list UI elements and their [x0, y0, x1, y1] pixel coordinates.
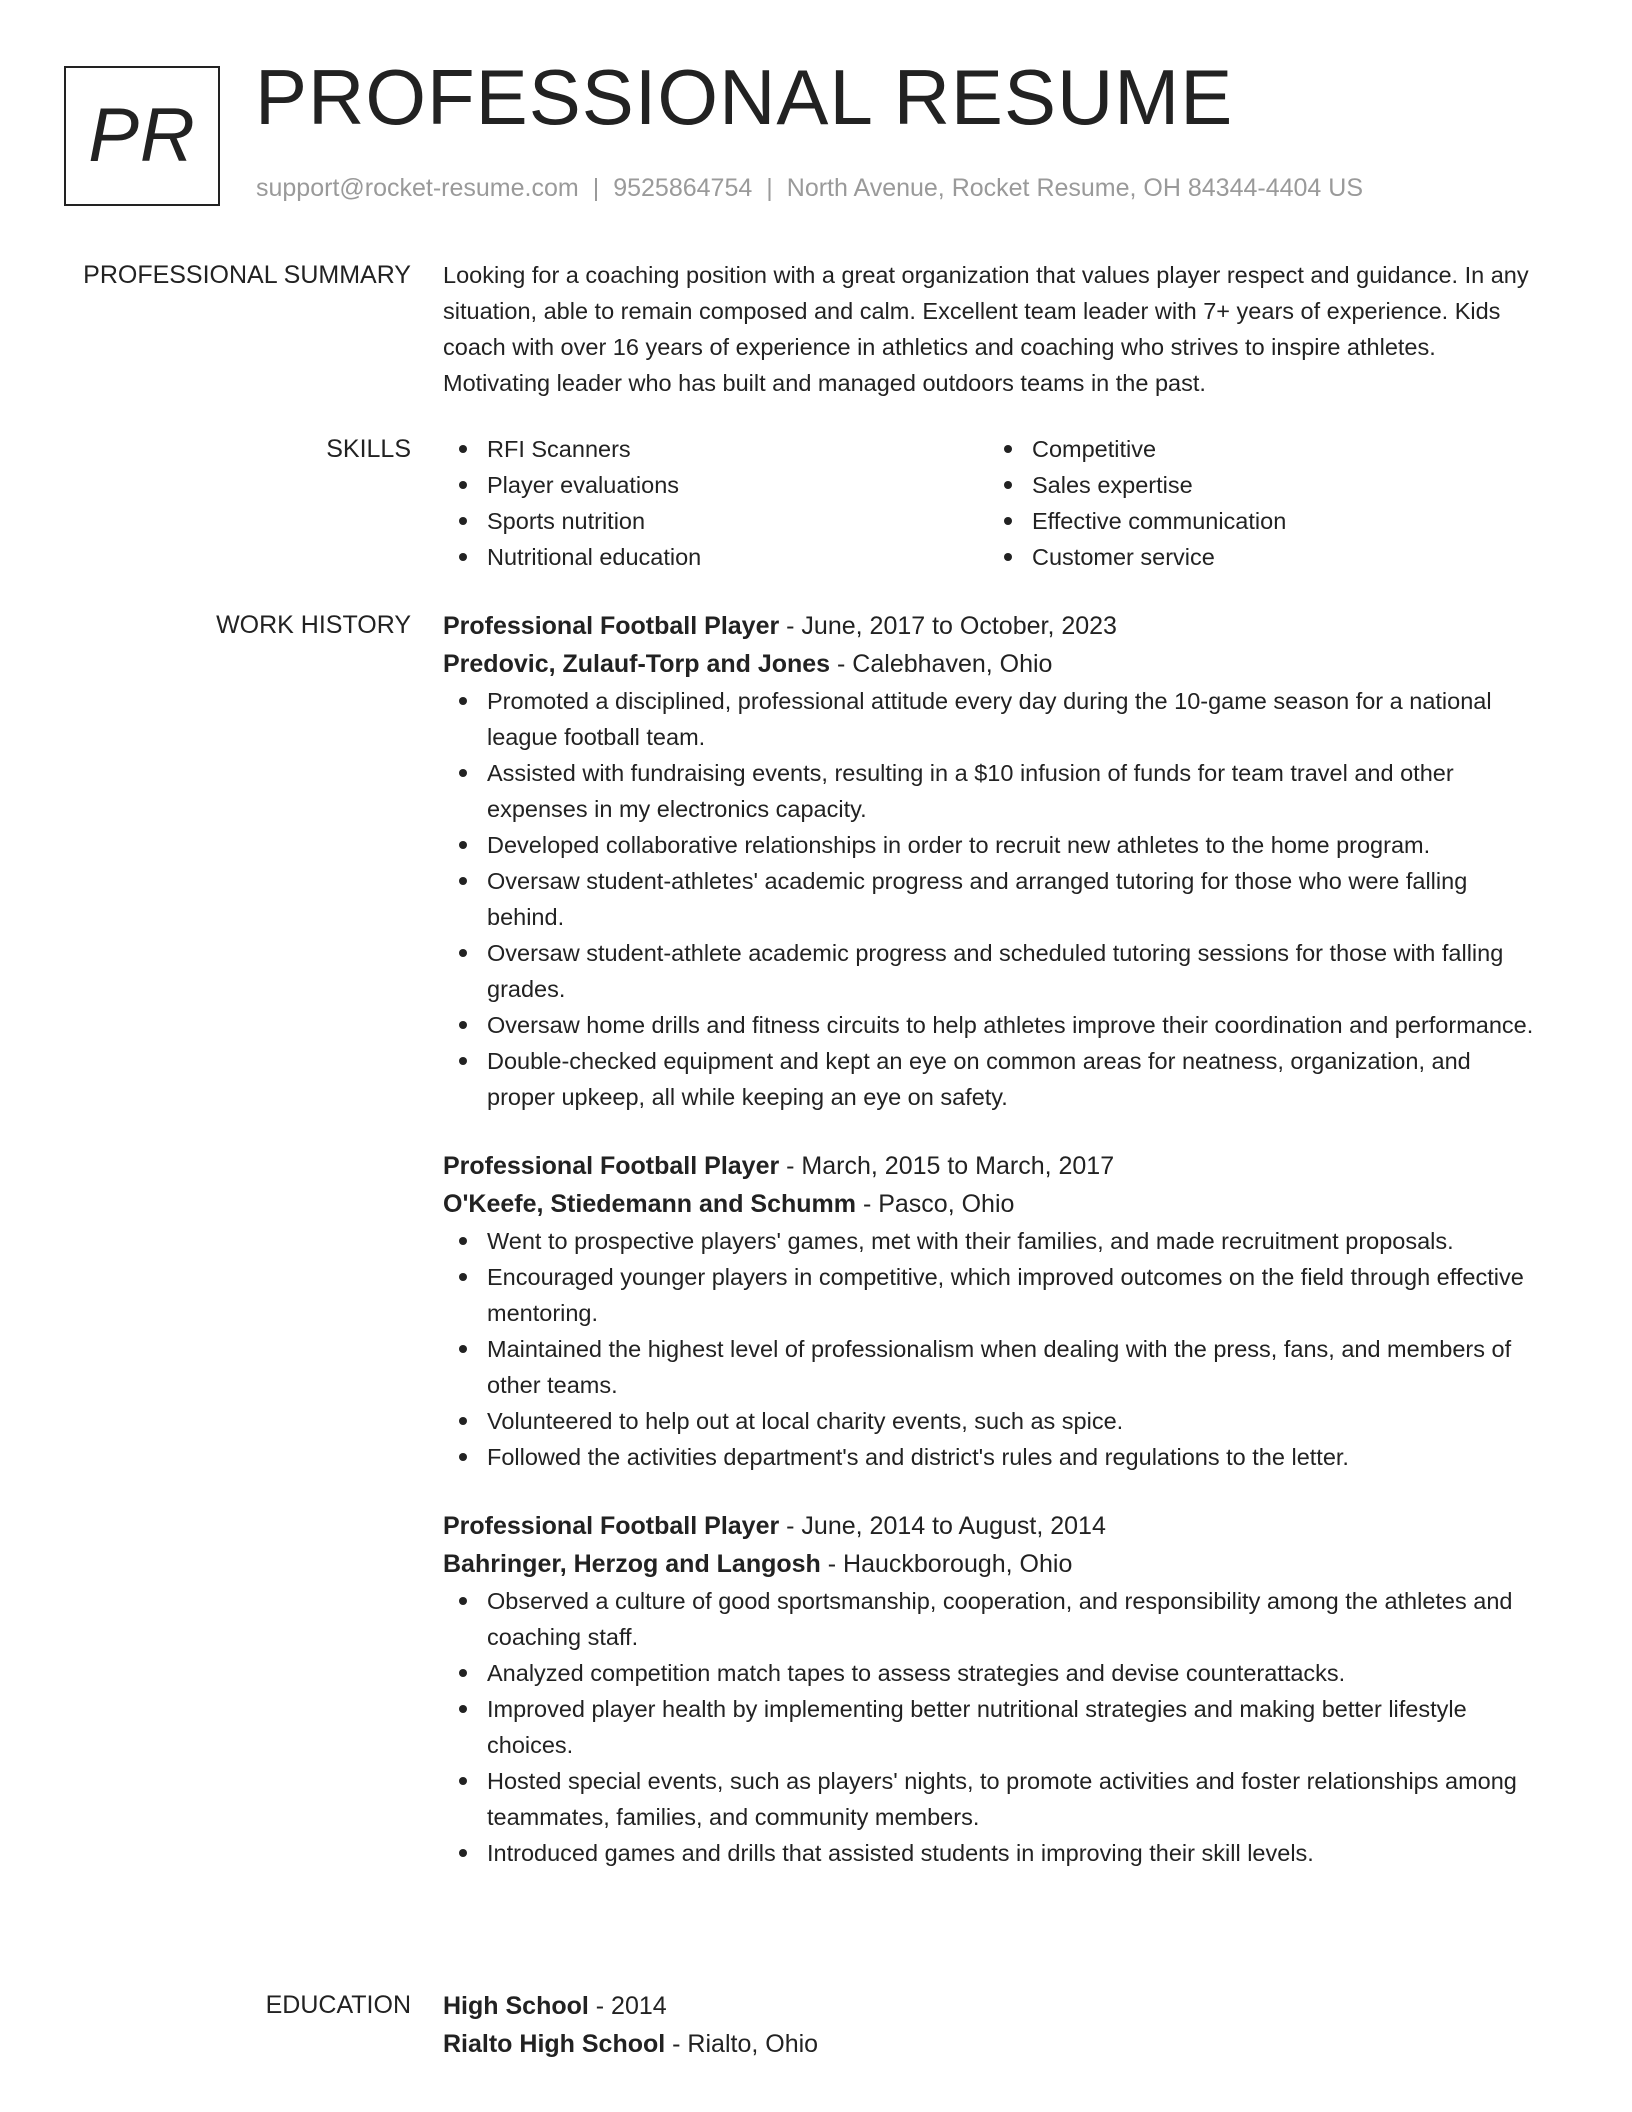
- section-label-education: EDUCATION: [265, 1991, 411, 2019]
- summary-body: [443, 257, 1543, 401]
- job-title-line: [443, 1147, 1543, 1185]
- education-degree: High School: [443, 1992, 589, 2020]
- job-company: Bahringer, Herzog and Langosh: [443, 1550, 821, 1578]
- skill-item: Player evaluations: [443, 467, 988, 503]
- skills-column-left: [443, 431, 988, 575]
- summary-text: Looking for a coaching position with a great organization that values player respect and guidance. In any situation, able to remain composed and calm. Excellent team leader with 7+ years of experience. Kids coach with over 16 years of experience in athletics and coaching who strives to inspire athletes. Motivating leader who has built and managed outdoors teams in the past.: [443, 262, 1529, 396]
- job-bullet: Hosted special events, such as players' nights, to promote activities and foster relationships among teammates, families, and community members.: [443, 1763, 1543, 1835]
- job-bullets: [443, 1223, 1543, 1475]
- job-bullets: [443, 1583, 1543, 1871]
- skill-item: Effective communication: [988, 503, 1533, 539]
- job-location: - Pasco, Ohio: [856, 1190, 1015, 1218]
- monogram-initials: PR: [88, 93, 196, 178]
- job-bullet: Volunteered to help out at local charity events, such as spice.: [443, 1403, 1543, 1439]
- job-bullet: Followed the activities department's and district's rules and regulations to the letter.: [443, 1439, 1543, 1475]
- job-dates: - March, 2015 to March, 2017: [779, 1152, 1115, 1180]
- contact-separator: |: [592, 174, 600, 202]
- skill-item: Competitive: [988, 431, 1533, 467]
- job-bullet: Oversaw home drills and fitness circuits to help athletes improve their coordination and performance.: [443, 1007, 1543, 1043]
- contact-email: support@rocket-resume.com: [256, 174, 579, 202]
- job-bullet: Developed collaborative relationships in order to recruit new athletes to the home program.: [443, 827, 1543, 863]
- skill-item: Sales expertise: [988, 467, 1533, 503]
- skill-item: Customer service: [988, 539, 1533, 575]
- job-company: Predovic, Zulauf-Torp and Jones: [443, 650, 831, 678]
- job-bullet: Improved player health by implementing better nutritional strategies and making better lifestyle choices.: [443, 1691, 1543, 1763]
- job-entry: [443, 1507, 1543, 1871]
- education-body: [443, 1987, 1543, 2063]
- job-bullets: [443, 683, 1543, 1115]
- section-label-summary: PROFESSIONAL SUMMARY: [83, 261, 411, 289]
- job-title: Professional Football Player: [443, 1512, 780, 1540]
- education-location: - Rialto, Ohio: [665, 2030, 819, 2058]
- job-bullet: Encouraged younger players in competitive, which improved outcomes on the field through effective mentoring.: [443, 1259, 1543, 1331]
- monogram-box: [64, 66, 220, 206]
- resume-title: PROFESSIONAL RESUME: [255, 53, 1234, 141]
- job-location: - Hauckborough, Ohio: [820, 1550, 1073, 1578]
- skills-body: [443, 431, 1543, 575]
- section-label-work-history: WORK HISTORY: [216, 611, 411, 639]
- job-title-line: [443, 607, 1543, 645]
- job-title-line: [443, 1507, 1543, 1545]
- job-bullet: Maintained the highest level of professionalism when dealing with the press, fans, and members of other teams.: [443, 1331, 1543, 1403]
- job-company-line: [443, 645, 1543, 683]
- contact-address: North Avenue, Rocket Resume, OH 84344-4404 US: [786, 174, 1364, 202]
- contact-phone: 9525864754: [613, 174, 753, 202]
- education-school-line: [443, 2025, 1543, 2063]
- section-label-skills: SKILLS: [326, 435, 411, 463]
- job-dates: - June, 2017 to October, 2023: [779, 612, 1117, 640]
- job-bullet: Analyzed competition match tapes to assess strategies and devise counterattacks.: [443, 1655, 1543, 1691]
- job-bullet: Oversaw student-athlete academic progress and scheduled tutoring sessions for those with falling grades.: [443, 935, 1543, 1007]
- education-school: Rialto High School: [443, 2030, 666, 2058]
- job-bullet: Promoted a disciplined, professional attitude every day during the 10-game season for a national league football team.: [443, 683, 1543, 755]
- job-title: Professional Football Player: [443, 612, 780, 640]
- job-bullet: Went to prospective players' games, met with their families, and made recruitment proposals.: [443, 1223, 1543, 1259]
- education-degree-line: [443, 1987, 1543, 2025]
- education-year: - 2014: [588, 1992, 667, 2020]
- job-dates: - June, 2014 to August, 2014: [779, 1512, 1106, 1540]
- skills-column-right: [988, 431, 1533, 575]
- job-title: Professional Football Player: [443, 1152, 780, 1180]
- skill-item: RFI Scanners: [443, 431, 988, 467]
- job-entry: [443, 1147, 1543, 1475]
- contact-separator: |: [766, 174, 773, 202]
- job-company: O'Keefe, Stiedemann and Schumm: [443, 1190, 856, 1218]
- job-bullet: Assisted with fundraising events, resulting in a $10 infusion of funds for team travel and other expenses in my electronics capacity.: [443, 755, 1543, 827]
- job-location: - Calebhaven, Ohio: [830, 650, 1053, 678]
- job-bullet: Oversaw student-athletes' academic progress and arranged tutoring for those who were falling behind.: [443, 863, 1543, 935]
- skill-item: Sports nutrition: [443, 503, 988, 539]
- job-bullet: Observed a culture of good sportsmanship, cooperation, and responsibility among the athletes and coaching staff.: [443, 1583, 1543, 1655]
- job-company-line: [443, 1185, 1543, 1223]
- skill-item: Nutritional education: [443, 539, 988, 575]
- job-company-line: [443, 1545, 1543, 1583]
- job-bullet: Introduced games and drills that assisted students in improving their skill levels.: [443, 1835, 1543, 1871]
- work-history-body: [443, 607, 1543, 1871]
- job-bullet: Double-checked equipment and kept an eye on common areas for neatness, organization, and proper upkeep, all while keeping an eye on safety.: [443, 1043, 1543, 1115]
- contact-line: [256, 176, 1363, 201]
- job-entry: [443, 607, 1543, 1115]
